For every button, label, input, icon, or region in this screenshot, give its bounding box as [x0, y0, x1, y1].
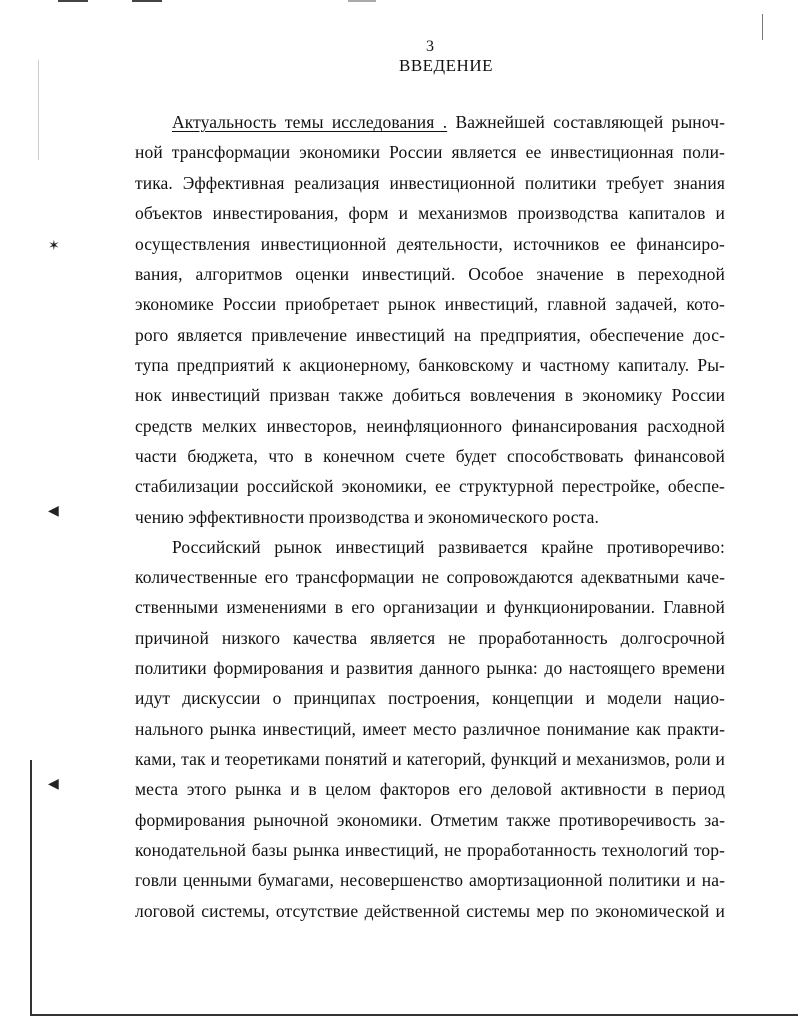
text-line: причиной низкого качества является не проработанность долгосрочной [135, 628, 725, 648]
text-line: вания, алгоритмов оценки инвестиций. Особое значение в переходной [135, 264, 725, 284]
text-line: тупа предприятий к акционерному, банковскому и частному капиталу. Ры- [135, 355, 725, 375]
text-line: стабилизации российской экономики, ее структурной перестройке, обеспе- [135, 476, 725, 496]
text-line: логовой системы, отсутствие действенной системы мер по экономической и [135, 901, 725, 921]
text-line: ственными изменениями в его организации и функционировании. Главной [135, 597, 725, 617]
text-line: нального рынка инвестиций, имеет место различное понимание как практи- [135, 719, 725, 739]
margin-mark-icon: ✶ [48, 239, 60, 254]
text-line: экономике России приобретает рынок инвестиций, главной задачей, кото- [135, 294, 725, 314]
scan-tick [58, 0, 88, 2]
text-line: ками, так и теоретиками понятий и категорий, функций и механизмов, роли и [135, 749, 725, 769]
page-title: ВВЕДЕНИЕ [399, 56, 493, 75]
text-line-content: Важнейшей составляющей рыноч- [455, 112, 725, 132]
scan-tick [348, 0, 376, 2]
text-line: конодательной базы рынка инвестиций, не проработанность технологий тор- [135, 840, 725, 860]
text-line: части бюджета, что в конечном счете будет способствовать финансовой [135, 446, 725, 466]
margin-mark-icon: ◀ [48, 504, 59, 519]
text-line: говли ценными бумагами, несовершенство амортизационной политики и на- [135, 870, 725, 890]
text-line: тика. Эффективная реализация инвестиционной политики требует знания [135, 173, 725, 193]
scan-bottom-border [30, 1014, 798, 1016]
page-number: 3 [426, 38, 434, 55]
text-line: ной трансформации экономики России является ее инвестиционная поли- [135, 142, 725, 162]
text-line: Российский рынок инвестиций развивается крайне противоречиво: [172, 537, 725, 557]
text-line [172, 112, 725, 132]
scan-left-border [30, 760, 32, 1015]
text-line: места этого рынка и в целом факторов его деловой активности в период [135, 779, 725, 799]
scan-corner [762, 14, 773, 40]
text-line: формирования рыночной экономики. Отметим также противоречивость за- [135, 810, 725, 830]
text-line: средств мелких инвесторов, неинфляционного финансирования расходной [135, 416, 725, 436]
text-line: осуществления инвестиционной деятельности, источников ее финансиро- [135, 234, 725, 254]
text-line: рого является привлечение инвестиций на предприятия, обеспечение дос- [135, 325, 725, 345]
text-line: объектов инвестирования, форм и механизмов производства капиталов и [135, 203, 725, 223]
text-line: политики формирования и развития данного рынка: до настоящего времени [135, 658, 725, 678]
text-line: чению эффективности производства и экономического роста. [135, 507, 599, 527]
section-lead: Актуальность темы исследования . [172, 112, 448, 132]
scan-tick [132, 0, 162, 2]
text-line: количественные его трансформации не сопровождаются адекватными каче- [135, 567, 725, 587]
margin-mark-icon: ◀ [48, 777, 59, 792]
text-line: нок инвестиций призван также добиться вовлечения в экономику России [135, 385, 725, 405]
text-line: идут дискуссии о принципах построения, концепции и модели нацио- [135, 688, 725, 708]
